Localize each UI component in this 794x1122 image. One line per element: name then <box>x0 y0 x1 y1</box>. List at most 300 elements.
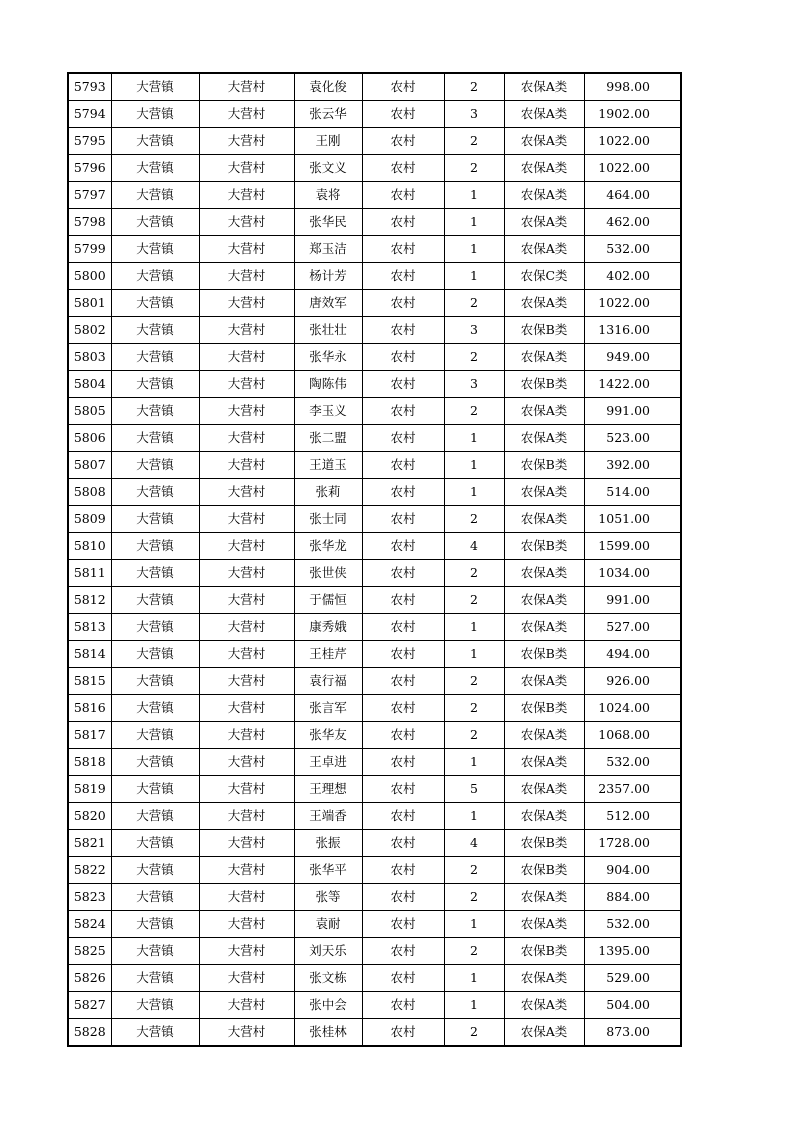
category-cell: 农保B类 <box>504 695 584 722</box>
town-cell: 大营镇 <box>111 425 199 452</box>
amount-cell: 873.00 <box>584 1019 681 1047</box>
village-cell: 大营村 <box>199 425 294 452</box>
area-type-cell: 农村 <box>362 776 444 803</box>
area-type-cell: 农村 <box>362 452 444 479</box>
village-cell: 大营村 <box>199 155 294 182</box>
village-cell: 大营村 <box>199 263 294 290</box>
village-cell: 大营村 <box>199 668 294 695</box>
category-cell: 农保A类 <box>504 344 584 371</box>
village-cell: 大营村 <box>199 965 294 992</box>
household-size-cell: 2 <box>444 1019 504 1047</box>
row-number: 5828 <box>68 1019 111 1047</box>
name-cell: 张莉 <box>294 479 362 506</box>
row-number: 5804 <box>68 371 111 398</box>
household-size-cell: 2 <box>444 560 504 587</box>
table-row <box>68 73 681 101</box>
category-cell: 农保A类 <box>504 884 584 911</box>
name-cell: 王理想 <box>294 776 362 803</box>
town-cell: 大营镇 <box>111 560 199 587</box>
table-row <box>68 587 681 614</box>
name-cell: 陶陈伟 <box>294 371 362 398</box>
table-row <box>68 128 681 155</box>
village-cell: 大营村 <box>199 506 294 533</box>
household-size-cell: 2 <box>444 938 504 965</box>
village-cell: 大营村 <box>199 290 294 317</box>
document-page <box>67 72 682 1047</box>
village-cell: 大营村 <box>199 857 294 884</box>
amount-cell: 512.00 <box>584 803 681 830</box>
household-size-cell: 5 <box>444 776 504 803</box>
row-number: 5808 <box>68 479 111 506</box>
area-type-cell: 农村 <box>362 506 444 533</box>
area-type-cell: 农村 <box>362 209 444 236</box>
area-type-cell: 农村 <box>362 884 444 911</box>
town-cell: 大营镇 <box>111 290 199 317</box>
category-cell: 农保B类 <box>504 938 584 965</box>
village-cell: 大营村 <box>199 614 294 641</box>
row-number: 5812 <box>68 587 111 614</box>
town-cell: 大营镇 <box>111 668 199 695</box>
area-type-cell: 农村 <box>362 749 444 776</box>
row-number: 5811 <box>68 560 111 587</box>
category-cell: 农保A类 <box>504 236 584 263</box>
village-cell: 大营村 <box>199 641 294 668</box>
amount-cell: 402.00 <box>584 263 681 290</box>
town-cell: 大营镇 <box>111 73 199 101</box>
area-type-cell: 农村 <box>362 182 444 209</box>
village-cell: 大营村 <box>199 749 294 776</box>
area-type-cell: 农村 <box>362 533 444 560</box>
name-cell: 张文栋 <box>294 965 362 992</box>
town-cell: 大营镇 <box>111 830 199 857</box>
household-size-cell: 2 <box>444 668 504 695</box>
area-type-cell: 农村 <box>362 155 444 182</box>
amount-cell: 392.00 <box>584 452 681 479</box>
household-size-cell: 1 <box>444 452 504 479</box>
household-size-cell: 1 <box>444 236 504 263</box>
amount-cell: 884.00 <box>584 884 681 911</box>
town-cell: 大营镇 <box>111 533 199 560</box>
row-number: 5801 <box>68 290 111 317</box>
table-row <box>68 668 681 695</box>
table-row <box>68 884 681 911</box>
row-number: 5818 <box>68 749 111 776</box>
area-type-cell: 农村 <box>362 641 444 668</box>
category-cell: 农保B类 <box>504 830 584 857</box>
category-cell: 农保A类 <box>504 803 584 830</box>
town-cell: 大营镇 <box>111 452 199 479</box>
village-cell: 大营村 <box>199 344 294 371</box>
household-size-cell: 1 <box>444 209 504 236</box>
name-cell: 袁行福 <box>294 668 362 695</box>
village-cell: 大营村 <box>199 398 294 425</box>
table-row <box>68 101 681 128</box>
town-cell: 大营镇 <box>111 101 199 128</box>
row-number: 5826 <box>68 965 111 992</box>
category-cell: 农保A类 <box>504 965 584 992</box>
name-cell: 张中会 <box>294 992 362 1019</box>
amount-cell: 1599.00 <box>584 533 681 560</box>
table-row <box>68 560 681 587</box>
category-cell: 农保A类 <box>504 101 584 128</box>
name-cell: 王端香 <box>294 803 362 830</box>
category-cell: 农保A类 <box>504 73 584 101</box>
row-number: 5798 <box>68 209 111 236</box>
name-cell: 袁化俊 <box>294 73 362 101</box>
amount-cell: 949.00 <box>584 344 681 371</box>
area-type-cell: 农村 <box>362 722 444 749</box>
amount-cell: 998.00 <box>584 73 681 101</box>
village-cell: 大营村 <box>199 803 294 830</box>
name-cell: 郑玉洁 <box>294 236 362 263</box>
name-cell: 张华民 <box>294 209 362 236</box>
amount-cell: 904.00 <box>584 857 681 884</box>
table-row <box>68 533 681 560</box>
table-body <box>68 73 681 1046</box>
town-cell: 大营镇 <box>111 587 199 614</box>
household-size-cell: 2 <box>444 506 504 533</box>
household-size-cell: 1 <box>444 965 504 992</box>
village-cell: 大营村 <box>199 533 294 560</box>
village-cell: 大营村 <box>199 371 294 398</box>
amount-cell: 527.00 <box>584 614 681 641</box>
category-cell: 农保A类 <box>504 1019 584 1047</box>
category-cell: 农保A类 <box>504 128 584 155</box>
area-type-cell: 农村 <box>362 236 444 263</box>
row-number: 5816 <box>68 695 111 722</box>
town-cell: 大营镇 <box>111 857 199 884</box>
household-size-cell: 2 <box>444 857 504 884</box>
row-number: 5806 <box>68 425 111 452</box>
row-number: 5795 <box>68 128 111 155</box>
household-size-cell: 2 <box>444 722 504 749</box>
village-cell: 大营村 <box>199 317 294 344</box>
row-number: 5802 <box>68 317 111 344</box>
category-cell: 农保A类 <box>504 209 584 236</box>
row-number: 5815 <box>68 668 111 695</box>
area-type-cell: 农村 <box>362 317 444 344</box>
row-number: 5823 <box>68 884 111 911</box>
category-cell: 农保A类 <box>504 722 584 749</box>
name-cell: 张华平 <box>294 857 362 884</box>
household-size-cell: 2 <box>444 695 504 722</box>
town-cell: 大营镇 <box>111 938 199 965</box>
name-cell: 袁耐 <box>294 911 362 938</box>
amount-cell: 532.00 <box>584 236 681 263</box>
household-size-cell: 3 <box>444 101 504 128</box>
village-cell: 大营村 <box>199 776 294 803</box>
town-cell: 大营镇 <box>111 506 199 533</box>
row-number: 5799 <box>68 236 111 263</box>
household-size-cell: 1 <box>444 263 504 290</box>
category-cell: 农保A类 <box>504 614 584 641</box>
amount-cell: 1022.00 <box>584 155 681 182</box>
table-row <box>68 776 681 803</box>
town-cell: 大营镇 <box>111 398 199 425</box>
household-size-cell: 4 <box>444 533 504 560</box>
household-size-cell: 2 <box>444 398 504 425</box>
village-cell: 大营村 <box>199 695 294 722</box>
table-row <box>68 992 681 1019</box>
village-cell: 大营村 <box>199 1019 294 1047</box>
category-cell: 农保A类 <box>504 182 584 209</box>
name-cell: 张振 <box>294 830 362 857</box>
table-row <box>68 614 681 641</box>
village-cell: 大营村 <box>199 452 294 479</box>
name-cell: 张华龙 <box>294 533 362 560</box>
amount-cell: 1022.00 <box>584 290 681 317</box>
town-cell: 大营镇 <box>111 803 199 830</box>
town-cell: 大营镇 <box>111 614 199 641</box>
amount-cell: 464.00 <box>584 182 681 209</box>
row-number: 5824 <box>68 911 111 938</box>
relief-roster-table <box>67 72 682 1047</box>
area-type-cell: 农村 <box>362 587 444 614</box>
row-number: 5814 <box>68 641 111 668</box>
area-type-cell: 农村 <box>362 344 444 371</box>
village-cell: 大营村 <box>199 830 294 857</box>
town-cell: 大营镇 <box>111 695 199 722</box>
household-size-cell: 1 <box>444 479 504 506</box>
table-row <box>68 641 681 668</box>
category-cell: 农保B类 <box>504 317 584 344</box>
village-cell: 大营村 <box>199 479 294 506</box>
row-number: 5797 <box>68 182 111 209</box>
category-cell: 农保A类 <box>504 398 584 425</box>
village-cell: 大营村 <box>199 911 294 938</box>
name-cell: 杨计芳 <box>294 263 362 290</box>
name-cell: 康秀娥 <box>294 614 362 641</box>
town-cell: 大营镇 <box>111 965 199 992</box>
household-size-cell: 3 <box>444 371 504 398</box>
table-row <box>68 911 681 938</box>
village-cell: 大营村 <box>199 236 294 263</box>
row-number: 5822 <box>68 857 111 884</box>
category-cell: 农保A类 <box>504 425 584 452</box>
village-cell: 大营村 <box>199 560 294 587</box>
name-cell: 张华永 <box>294 344 362 371</box>
row-number: 5825 <box>68 938 111 965</box>
name-cell: 王卓进 <box>294 749 362 776</box>
name-cell: 张桂林 <box>294 1019 362 1047</box>
category-cell: 农保C类 <box>504 263 584 290</box>
table-row <box>68 749 681 776</box>
town-cell: 大营镇 <box>111 479 199 506</box>
name-cell: 唐效军 <box>294 290 362 317</box>
name-cell: 于儒恒 <box>294 587 362 614</box>
town-cell: 大营镇 <box>111 209 199 236</box>
table-row <box>68 722 681 749</box>
name-cell: 张士同 <box>294 506 362 533</box>
table-row <box>68 290 681 317</box>
table-row <box>68 371 681 398</box>
area-type-cell: 农村 <box>362 1019 444 1047</box>
table-row <box>68 155 681 182</box>
amount-cell: 494.00 <box>584 641 681 668</box>
category-cell: 农保A类 <box>504 992 584 1019</box>
area-type-cell: 农村 <box>362 830 444 857</box>
town-cell: 大营镇 <box>111 317 199 344</box>
amount-cell: 514.00 <box>584 479 681 506</box>
household-size-cell: 1 <box>444 182 504 209</box>
category-cell: 农保A类 <box>504 155 584 182</box>
household-size-cell: 1 <box>444 749 504 776</box>
table-row <box>68 479 681 506</box>
table-row <box>68 938 681 965</box>
area-type-cell: 农村 <box>362 560 444 587</box>
household-size-cell: 2 <box>444 344 504 371</box>
town-cell: 大营镇 <box>111 263 199 290</box>
category-cell: 农保A类 <box>504 290 584 317</box>
household-size-cell: 2 <box>444 587 504 614</box>
category-cell: 农保A类 <box>504 776 584 803</box>
table-row <box>68 182 681 209</box>
name-cell: 张世侠 <box>294 560 362 587</box>
row-number: 5809 <box>68 506 111 533</box>
category-cell: 农保A类 <box>504 749 584 776</box>
amount-cell: 532.00 <box>584 749 681 776</box>
amount-cell: 2357.00 <box>584 776 681 803</box>
village-cell: 大营村 <box>199 884 294 911</box>
area-type-cell: 农村 <box>362 992 444 1019</box>
town-cell: 大营镇 <box>111 182 199 209</box>
name-cell: 王桂芹 <box>294 641 362 668</box>
table-row <box>68 857 681 884</box>
town-cell: 大营镇 <box>111 641 199 668</box>
area-type-cell: 农村 <box>362 398 444 425</box>
name-cell: 张华友 <box>294 722 362 749</box>
table-row <box>68 344 681 371</box>
area-type-cell: 农村 <box>362 614 444 641</box>
town-cell: 大营镇 <box>111 155 199 182</box>
row-number: 5796 <box>68 155 111 182</box>
amount-cell: 523.00 <box>584 425 681 452</box>
name-cell: 李玉义 <box>294 398 362 425</box>
amount-cell: 926.00 <box>584 668 681 695</box>
town-cell: 大营镇 <box>111 371 199 398</box>
row-number: 5805 <box>68 398 111 425</box>
area-type-cell: 农村 <box>362 425 444 452</box>
village-cell: 大营村 <box>199 101 294 128</box>
area-type-cell: 农村 <box>362 911 444 938</box>
amount-cell: 529.00 <box>584 965 681 992</box>
household-size-cell: 1 <box>444 911 504 938</box>
area-type-cell: 农村 <box>362 668 444 695</box>
name-cell: 张壮壮 <box>294 317 362 344</box>
name-cell: 袁将 <box>294 182 362 209</box>
area-type-cell: 农村 <box>362 101 444 128</box>
town-cell: 大营镇 <box>111 722 199 749</box>
row-number: 5794 <box>68 101 111 128</box>
category-cell: 农保B类 <box>504 641 584 668</box>
area-type-cell: 农村 <box>362 695 444 722</box>
amount-cell: 1051.00 <box>584 506 681 533</box>
name-cell: 张文义 <box>294 155 362 182</box>
household-size-cell: 1 <box>444 425 504 452</box>
name-cell: 张等 <box>294 884 362 911</box>
table-row <box>68 830 681 857</box>
area-type-cell: 农村 <box>362 803 444 830</box>
name-cell: 张言军 <box>294 695 362 722</box>
table-row <box>68 803 681 830</box>
area-type-cell: 农村 <box>362 479 444 506</box>
village-cell: 大营村 <box>199 992 294 1019</box>
area-type-cell: 农村 <box>362 263 444 290</box>
row-number: 5807 <box>68 452 111 479</box>
table-row <box>68 425 681 452</box>
area-type-cell: 农村 <box>362 938 444 965</box>
area-type-cell: 农村 <box>362 965 444 992</box>
amount-cell: 991.00 <box>584 587 681 614</box>
amount-cell: 1395.00 <box>584 938 681 965</box>
amount-cell: 532.00 <box>584 911 681 938</box>
amount-cell: 991.00 <box>584 398 681 425</box>
row-number: 5817 <box>68 722 111 749</box>
amount-cell: 1068.00 <box>584 722 681 749</box>
village-cell: 大营村 <box>199 722 294 749</box>
village-cell: 大营村 <box>199 938 294 965</box>
category-cell: 农保A类 <box>504 668 584 695</box>
town-cell: 大营镇 <box>111 344 199 371</box>
area-type-cell: 农村 <box>362 73 444 101</box>
household-size-cell: 4 <box>444 830 504 857</box>
household-size-cell: 1 <box>444 992 504 1019</box>
amount-cell: 1422.00 <box>584 371 681 398</box>
table-row <box>68 695 681 722</box>
table-row <box>68 236 681 263</box>
town-cell: 大营镇 <box>111 992 199 1019</box>
household-size-cell: 2 <box>444 73 504 101</box>
area-type-cell: 农村 <box>362 371 444 398</box>
amount-cell: 1024.00 <box>584 695 681 722</box>
town-cell: 大营镇 <box>111 884 199 911</box>
category-cell: 农保A类 <box>504 506 584 533</box>
town-cell: 大营镇 <box>111 911 199 938</box>
category-cell: 农保B类 <box>504 452 584 479</box>
amount-cell: 1728.00 <box>584 830 681 857</box>
row-number: 5819 <box>68 776 111 803</box>
name-cell: 王道玉 <box>294 452 362 479</box>
village-cell: 大营村 <box>199 587 294 614</box>
category-cell: 农保A类 <box>504 479 584 506</box>
area-type-cell: 农村 <box>362 857 444 884</box>
amount-cell: 1034.00 <box>584 560 681 587</box>
row-number: 5803 <box>68 344 111 371</box>
amount-cell: 1902.00 <box>584 101 681 128</box>
category-cell: 农保A类 <box>504 587 584 614</box>
household-size-cell: 1 <box>444 803 504 830</box>
household-size-cell: 2 <box>444 155 504 182</box>
area-type-cell: 农村 <box>362 128 444 155</box>
table-row <box>68 965 681 992</box>
row-number: 5820 <box>68 803 111 830</box>
table-row <box>68 209 681 236</box>
town-cell: 大营镇 <box>111 776 199 803</box>
category-cell: 农保B类 <box>504 857 584 884</box>
table-row <box>68 263 681 290</box>
category-cell: 农保A类 <box>504 911 584 938</box>
town-cell: 大营镇 <box>111 749 199 776</box>
household-size-cell: 2 <box>444 128 504 155</box>
row-number: 5793 <box>68 73 111 101</box>
name-cell: 王刚 <box>294 128 362 155</box>
village-cell: 大营村 <box>199 209 294 236</box>
table-row <box>68 452 681 479</box>
town-cell: 大营镇 <box>111 128 199 155</box>
amount-cell: 462.00 <box>584 209 681 236</box>
row-number: 5813 <box>68 614 111 641</box>
name-cell: 刘天乐 <box>294 938 362 965</box>
